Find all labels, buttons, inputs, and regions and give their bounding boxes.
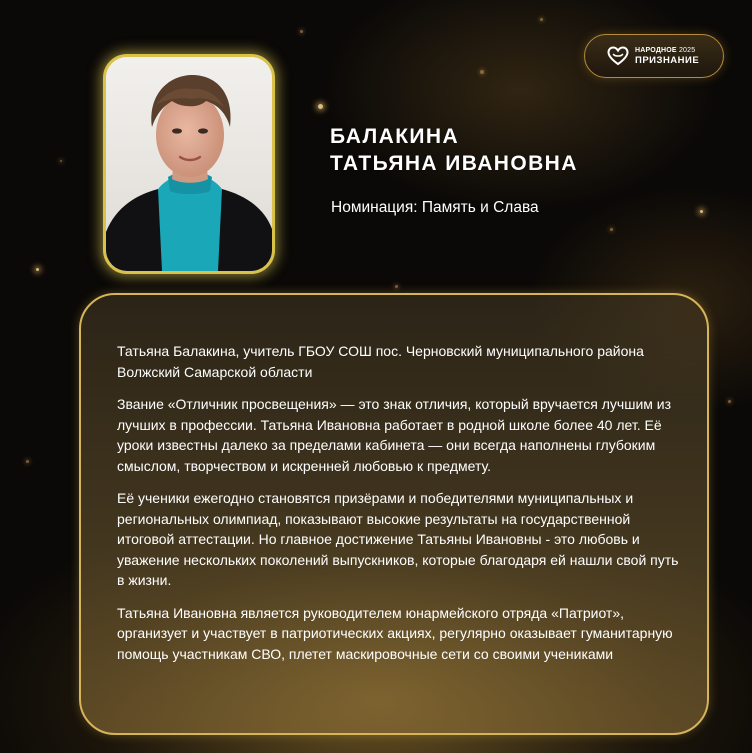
bio-paragraph: Татьяна Балакина, учитель ГБОУ СОШ пос. Черновский муниципального района Волжский Самарской области: [117, 343, 644, 380]
bio-paragraph: Татьяна Ивановна является руководителем юнармейского отряда «Патриот», организует и участвует в патриотических акциях, регулярно оказывает гуманитарную помощь участникам СВО, плетет маскировочные сети со своими учениками: [117, 604, 673, 662]
person-name: [330, 123, 578, 177]
logo-title-top: НАРОДНОЕ: [635, 47, 677, 54]
sparkle: [728, 400, 731, 403]
sparkle: [700, 210, 703, 213]
logo-year: 2025: [678, 47, 696, 54]
bio-paragraph: Её ученики ежегодно становятся призёрами и победителями муниципальных и региональных олимпиад, показывают высокие результаты на государственной итоговой аттестации. Но главное достижение Татьяны Ивановны - это любовь и уважение нескольких поколений выпускников, которые благодаря ей нашли свой путь в жизни.: [117, 490, 679, 588]
logo-text: [635, 46, 699, 66]
heart-icon: [607, 46, 629, 66]
bio-paragraph: Звание «Отличник просвещения» — это знак отличия, который вручается лучшим из лучших в профессии. Татьяна Ивановна работает в родной школе более 40 лет. Её уроки известны далеко за пределами кабинета — они всегда наполнены глубоким смыслом, творчеством и искренней любовью к предмету.: [117, 396, 672, 474]
sparkle: [395, 285, 398, 288]
sparkle: [60, 160, 62, 162]
sparkle: [540, 18, 543, 21]
sparkle: [36, 268, 39, 271]
bio-text: [117, 341, 687, 676]
portrait-photo: [103, 54, 275, 274]
sparkle: [318, 104, 323, 109]
person-given-names: ТАТЬЯНА ИВАНОВНА: [330, 152, 578, 175]
logo-title-bottom: ПРИЗНАНИЕ: [635, 55, 700, 66]
sparkle: [610, 228, 613, 231]
sparkle: [480, 70, 484, 74]
sparkle: [26, 460, 29, 463]
bio-card: [79, 293, 709, 735]
sparkle: [300, 30, 303, 33]
narodnoe-priznanie-logo: [584, 34, 724, 78]
person-surname: БАЛАКИНА: [330, 125, 460, 148]
nomination-label: Номинация: Память и Слава: [331, 199, 539, 216]
